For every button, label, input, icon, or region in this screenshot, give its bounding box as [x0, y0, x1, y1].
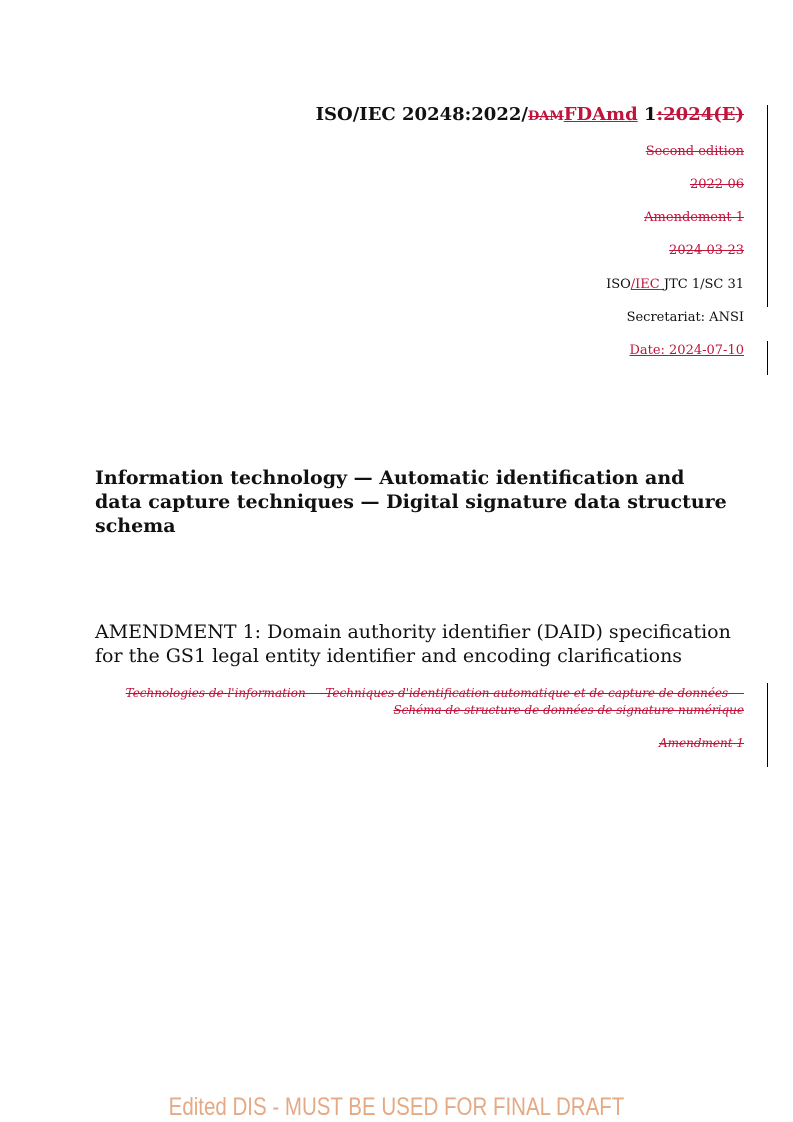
- french-amendment: Amendment 1: [658, 736, 744, 750]
- change-bar: [767, 105, 768, 307]
- secretariat: Secretariat: ANSI: [626, 310, 744, 325]
- committee: [606, 277, 744, 292]
- document-title: Information technology — Automatic identification and data capture techniques — Digital signature data structure schema: [95, 467, 727, 537]
- document-reference: [316, 104, 744, 125]
- deleted-dam: DAM: [527, 109, 564, 124]
- change-bar: [767, 341, 768, 375]
- inserted-fdamd: FDAmd: [563, 104, 638, 125]
- edition: Second edition: [645, 144, 744, 159]
- french-title-line1: Technologies de l'information — Techniques d'identification automatique et de capture de données —: [125, 686, 744, 700]
- deleted-suffix: :2024(E): [656, 104, 744, 125]
- amendment-label: Amendement 1: [644, 210, 744, 225]
- committee-iso: ISO: [606, 277, 631, 292]
- ref-prefix: ISO/IEC 20248:2022/: [315, 104, 528, 125]
- committee-iec: /IEC: [630, 277, 664, 292]
- committee-rest: JTC 1/SC 31: [663, 277, 744, 292]
- amendment-title: AMENDMENT 1: Domain authority identifier (DAID) specification for the GS1 legal entity identifier and encoding clarifications: [95, 621, 731, 667]
- french-title-line2: Schéma de structure de données de signature numérique: [393, 703, 744, 717]
- watermark: Edited DIS - MUST BE USED FOR FINAL DRAFT: [168, 1093, 625, 1121]
- amendment-number: 1: [637, 104, 657, 125]
- document-date: Date: 2024-07-10: [629, 343, 744, 358]
- edition-date: 2022-06: [689, 177, 744, 192]
- amendment-date: 2024-03-23: [669, 243, 744, 258]
- change-bar: [767, 683, 768, 767]
